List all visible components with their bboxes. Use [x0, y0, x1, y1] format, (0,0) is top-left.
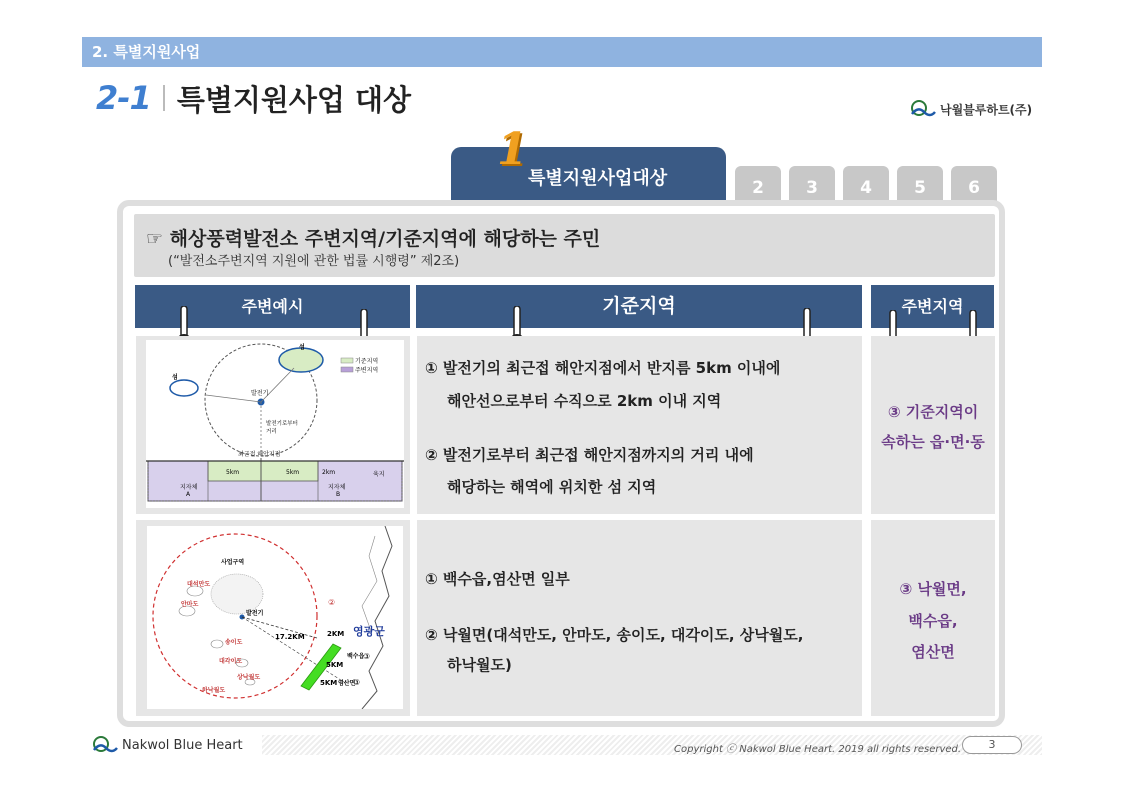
- island-2-label: 안마도: [181, 601, 199, 608]
- km-2-label: 2km: [322, 469, 336, 476]
- row2-criteria-2b: 하낙월도): [447, 656, 512, 674]
- island-top-label: 섬: [299, 344, 305, 351]
- title-text: 특별지원사업 대상: [176, 82, 412, 117]
- island-6-label: 하낙월도: [202, 687, 226, 694]
- row2-surrounding-2: 백수읍,: [908, 612, 958, 630]
- circle-2-label: ②: [328, 598, 336, 607]
- distance-2-label: 2KM: [327, 630, 345, 638]
- surrounding-area-diagram: [146, 340, 404, 508]
- legend-base-label: 기준지역: [355, 358, 379, 365]
- header-sub: (“발전소주변지역 지원에 관한 법률 시행령” 제2조): [168, 254, 460, 269]
- page-number: 3: [962, 736, 1022, 754]
- legend-surround-label: 주변지역: [355, 367, 379, 374]
- copyright: Copyright ⓒ Nakwol Blue Heart. 2019 all rights reserved.: [674, 744, 962, 755]
- island-left-label: 섬: [172, 374, 178, 381]
- distance-17-label: 17.2KM: [275, 633, 305, 641]
- region-b-label-2: B: [336, 491, 341, 498]
- row1-criteria-2b: 해당하는 해역에 위치한 섬 지역: [447, 478, 657, 496]
- town-1-label: 백수읍: [347, 653, 365, 660]
- generator-map-label: 발전기: [246, 610, 264, 617]
- island-3-label: 송이도: [225, 639, 243, 646]
- row1-criteria-1: ① 발전기의 최근접 해안지점에서 반지름 5km 이내에: [425, 359, 781, 377]
- company-logo: [910, 100, 1032, 118]
- row1-surrounding-2: 속하는 읍·면·동: [881, 433, 985, 451]
- tab-4[interactable]: 4: [843, 166, 889, 204]
- footer-brand: [92, 736, 243, 754]
- row2-surrounding-3: 염산면: [911, 643, 955, 661]
- tab-3[interactable]: 3: [789, 166, 835, 204]
- coast-point-label: 최근접 해안지점: [238, 451, 281, 458]
- region-a-label-1: 지자체: [180, 484, 198, 491]
- island-1-label: 대석만도: [187, 581, 211, 588]
- tab-active-label: 특별지원사업대상: [528, 168, 668, 189]
- km-5b-label: 5km: [286, 469, 300, 476]
- row2-surrounding-1: ③ 낙월면,: [899, 580, 967, 598]
- footer: [82, 731, 1042, 758]
- row2-criteria-2: ② 낙월면(대석만도, 안마도, 송이도, 대각이도, 상낙월도,: [425, 626, 804, 644]
- section-bar: 2. 특별지원사업: [82, 37, 1042, 67]
- site-location-map: [147, 526, 403, 709]
- distance-5a-label: 5KM: [326, 661, 344, 669]
- row1-surrounding-cell: [871, 336, 995, 514]
- company-name: 낙월블루하트(주): [940, 102, 1033, 117]
- column-header-surrounding: 주변지역: [871, 285, 994, 328]
- island-4-label: 대각이도: [219, 658, 243, 665]
- tab-5[interactable]: 5: [897, 166, 943, 204]
- town-2-label: 염산면: [338, 680, 356, 687]
- footer-brand-name: Nakwol Blue Heart: [122, 737, 243, 753]
- region-a-label-2: A: [186, 491, 191, 498]
- circle-3b-label: ③: [353, 678, 361, 687]
- km-5a-label: 5km: [226, 469, 240, 476]
- region-b-label-1: 지자체: [328, 484, 346, 491]
- distance-label-2: 거리: [266, 429, 277, 435]
- project-area-label: 사업구역: [221, 559, 245, 566]
- row2-criteria-cell: [417, 520, 862, 716]
- wave-logo-icon: [92, 736, 118, 754]
- island-5-label: 상낙월도: [237, 674, 261, 681]
- header-main: ☞ 해상풍력발전소 주변지역/기준지역에 해당하는 주민: [146, 228, 601, 250]
- row2-criteria-1: ① 백수읍,염산면 일부: [425, 570, 570, 588]
- title-number: 2-1: [96, 79, 151, 117]
- column-header-base-area: 기준지역: [416, 285, 862, 328]
- row1-criteria-1b: 해안선으로부터 수직으로 2km 이내 지역: [447, 392, 722, 410]
- row1-surrounding-1: ③ 기준지역이: [887, 403, 979, 421]
- distance-5b-label: 5KM: [320, 679, 338, 687]
- tab-active-number: 1: [497, 124, 528, 175]
- wave-logo-icon: [910, 100, 936, 118]
- distance-label-1: 발전기로부터: [266, 421, 298, 427]
- column-header-example: 주변예시: [135, 285, 410, 328]
- tab-2[interactable]: 2: [735, 166, 781, 204]
- county-label: 영광군: [353, 625, 385, 638]
- generator-label: 발전기: [251, 390, 269, 397]
- land-label: 육지: [373, 471, 385, 478]
- tab-6[interactable]: 6: [951, 166, 997, 204]
- page-title: [96, 78, 411, 118]
- title-divider: [163, 85, 165, 111]
- circle-3a-label: ③: [363, 652, 371, 661]
- row1-criteria-2: ② 발전기로부터 최근접 해안지점까지의 거리 내에: [425, 446, 754, 464]
